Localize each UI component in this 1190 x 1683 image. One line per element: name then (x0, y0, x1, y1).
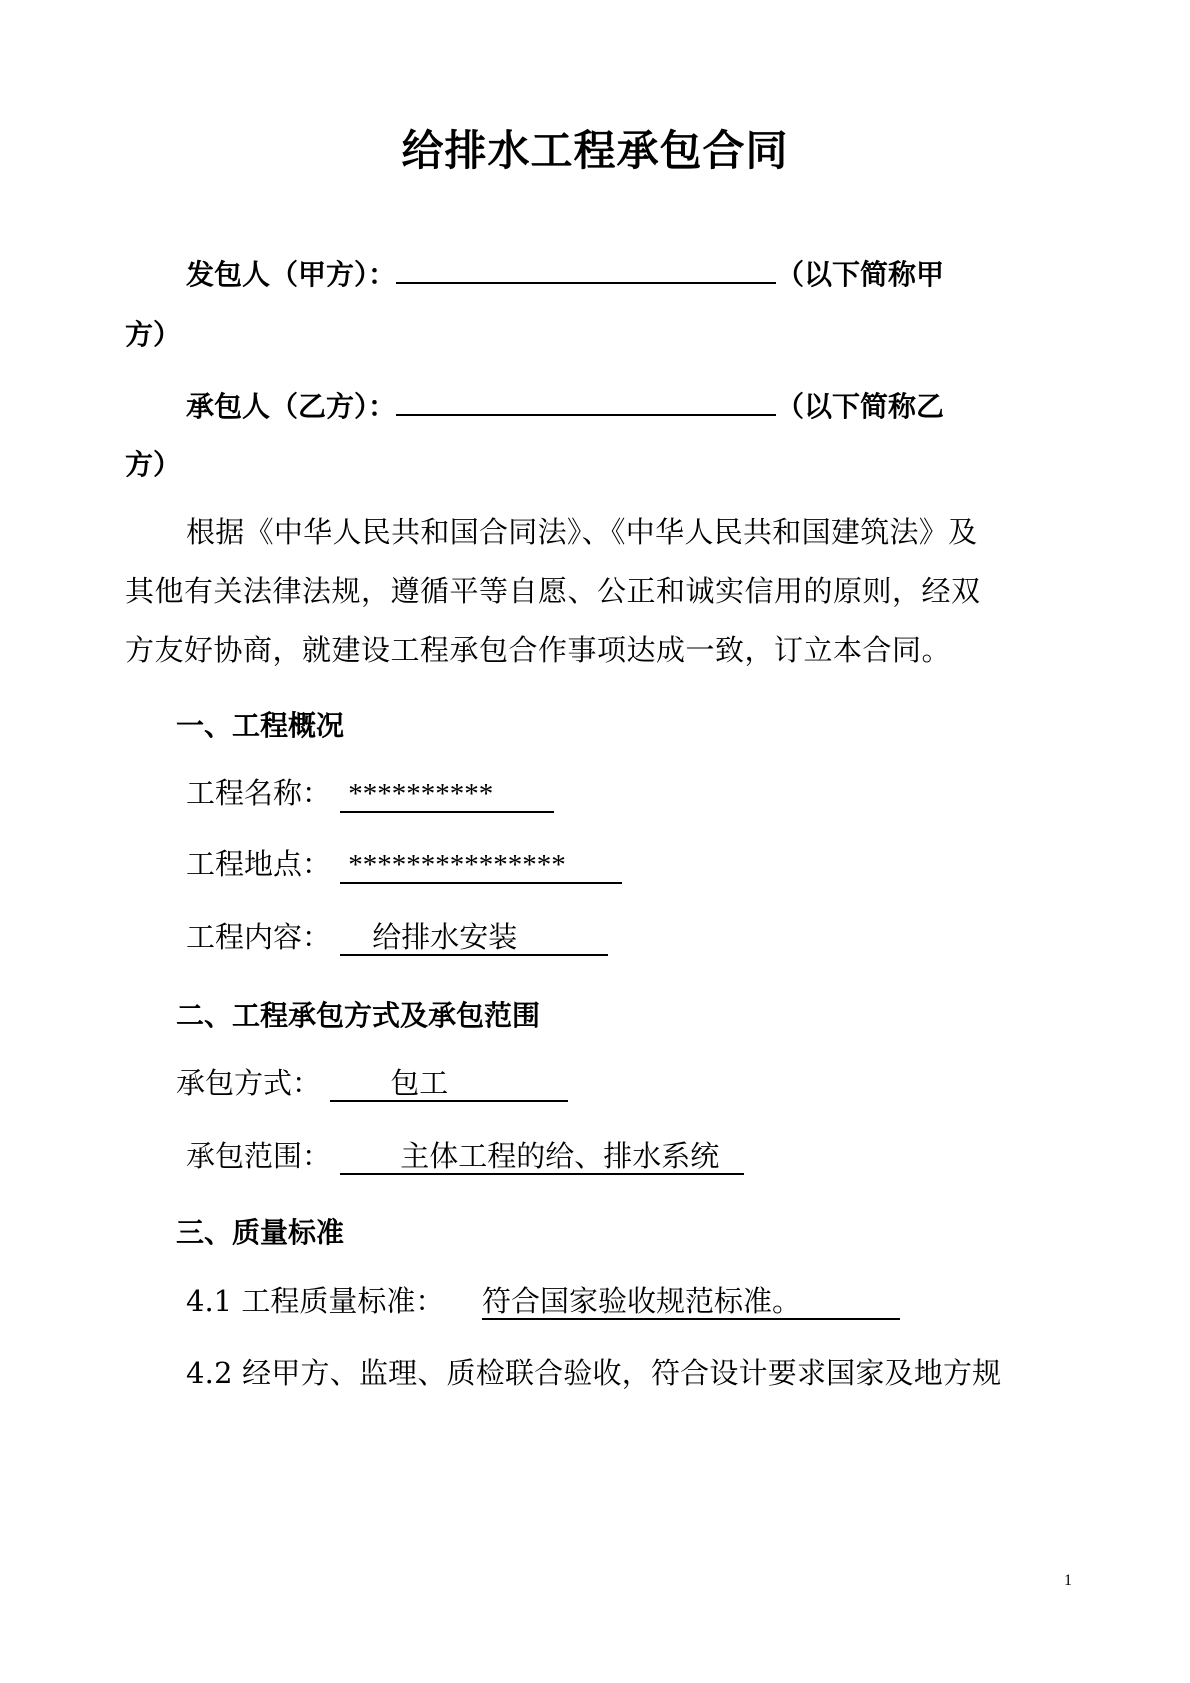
party-b-label: 承包人（乙方）： (186, 390, 397, 423)
project-content-value[interactable]: 给排水安装 (340, 920, 608, 956)
section-1-heading: 一、工程概况 (176, 709, 345, 742)
page-number: 1 (1064, 1572, 1072, 1589)
contract-scope-row (186, 1139, 744, 1175)
contract-method-row (176, 1066, 568, 1102)
contract-method-label: 承包方式： (176, 1066, 322, 1100)
quality-standard-label: 4.1 工程质量标准： (186, 1284, 445, 1318)
project-name-label: 工程名称： (186, 776, 332, 810)
project-location-row (186, 847, 622, 884)
preamble-line-1: 根据《中华人民共和国合同法》、《中华人民共和国建筑法》及 (186, 515, 978, 549)
project-name-value[interactable]: ********** (340, 777, 554, 813)
project-content-row (186, 920, 608, 956)
preamble-line-3: 方友好协商，就建设工程承包合作事项达成一致，订立本合同。 (125, 633, 952, 667)
party-a-blank[interactable] (396, 254, 776, 284)
project-content-label: 工程内容： (186, 920, 332, 954)
project-location-label: 工程地点： (186, 847, 332, 881)
contract-method-value[interactable]: 包工 (330, 1066, 568, 1102)
section-2-heading: 二、工程承包方式及承包范围 (176, 999, 541, 1032)
section-3-heading: 三、质量标准 (176, 1216, 345, 1249)
contract-scope-value[interactable]: 主体工程的给、排水系统 (340, 1139, 744, 1175)
quality-standard-row (186, 1284, 900, 1320)
project-location-value[interactable]: *************** (340, 848, 622, 884)
quality-standard-value[interactable]: 符合国家验收规范标准。 (482, 1284, 900, 1320)
party-a-line (186, 253, 944, 293)
quality-item-4-2: 4.2 经甲方、监理、质检联合验收，符合设计要求国家及地方规 (186, 1356, 1002, 1390)
document-title: 给排水工程承包合同 (401, 126, 789, 175)
party-b-wrap: 方） (125, 448, 182, 481)
project-name-row (186, 776, 554, 813)
party-a-label: 发包人（甲方）： (186, 258, 397, 291)
party-a-wrap: 方） (125, 318, 182, 351)
party-b-suffix: （以下简称乙 (776, 390, 945, 423)
party-b-blank[interactable] (396, 386, 776, 416)
party-a-suffix: （以下简称甲 (776, 258, 945, 291)
party-b-line (186, 385, 944, 425)
preamble-line-2: 其他有关法律法规，遵循平等自愿、公正和诚实信用的原则，经双 (125, 574, 981, 608)
contract-scope-label: 承包范围： (186, 1139, 332, 1173)
